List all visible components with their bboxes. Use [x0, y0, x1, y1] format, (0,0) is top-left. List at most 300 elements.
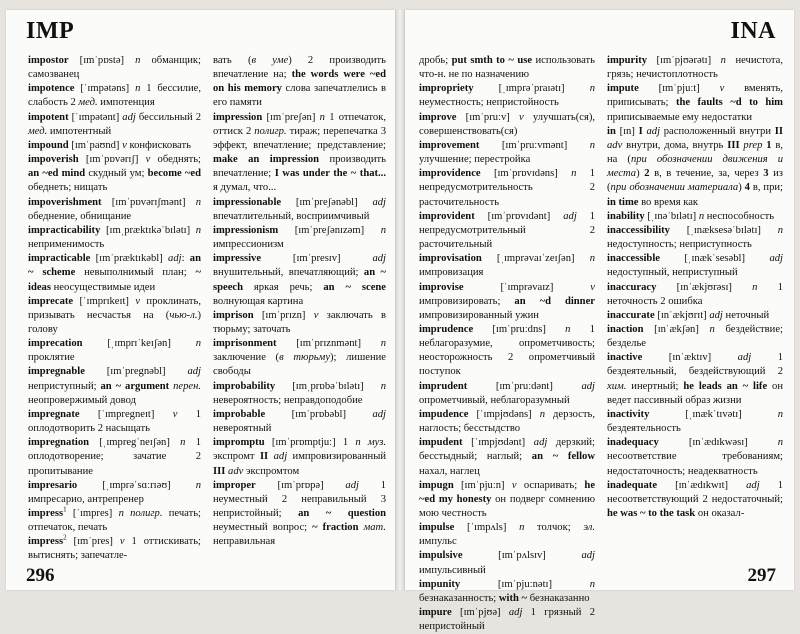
entry-text: [ɪmˈpreʃənɪzəm]	[278, 224, 381, 236]
headword: imprudent	[419, 380, 468, 392]
entry-text: 1 оттискивать; вытиснять; запечатле-	[28, 536, 201, 562]
right-column-2	[607, 54, 783, 554]
dictionary-entry	[213, 337, 386, 379]
entry-text: обеднеть; нищать	[28, 182, 108, 194]
entry-text: [ˈɪmpətəns]	[74, 83, 136, 95]
entry-text: [ˈɪmpətənt]	[68, 111, 123, 123]
entry-text: импровизированный ужин	[419, 309, 539, 321]
bold-phrase: III	[213, 465, 226, 477]
entry-text: я думал, что...	[213, 182, 277, 194]
entry-text: в, при;	[749, 182, 784, 194]
grammar-label: n	[565, 323, 571, 335]
entry-text: бездействие; безделье	[607, 323, 783, 350]
bold-phrase: he leads an ~ life	[683, 380, 768, 392]
bold-phrase: an ~ argument	[100, 380, 170, 392]
dictionary-entry	[213, 408, 386, 436]
bold-phrase: an ~d dinner	[514, 295, 595, 307]
left-column-2	[213, 54, 386, 554]
entry-text: [ɪmˈpjuːn]	[453, 479, 512, 491]
page-number-right: 297	[747, 565, 776, 586]
bold-phrase: 2	[644, 168, 650, 180]
entry-text: невероятный	[213, 423, 272, 435]
entry-text: впечатлительный, восприимчивый	[213, 210, 370, 222]
entry-text: 1 неуместный 2 неправильный 3 непристойный;	[213, 479, 386, 519]
grammar-label: n	[777, 437, 783, 449]
grammar-label: v	[313, 309, 319, 321]
dictionary-entry	[607, 210, 783, 224]
headword: inaccessibility	[607, 224, 670, 236]
dictionary-entry	[28, 139, 201, 153]
grammar-label: n	[195, 196, 201, 208]
entry-text: неточный	[722, 309, 770, 321]
headword: impregnation	[28, 437, 90, 449]
grammar-label: n	[720, 55, 726, 66]
entry-text: [ɪmˈpɒstə]	[68, 55, 136, 66]
headword: impudence	[419, 408, 469, 420]
entry-text: [ɪmˈpresɪv]	[261, 253, 373, 265]
grammar-label: в уме	[251, 55, 289, 66]
grammar-label: хим.	[607, 380, 627, 392]
entry-text: [ˈɪmpjʊdənt]	[462, 437, 534, 449]
bold-phrase: an ~ speech	[213, 267, 386, 293]
entry-text: 1 бездеятельный, бездействующий 2	[607, 352, 784, 378]
dictionary-entry	[607, 82, 783, 124]
grammar-label: n	[777, 408, 783, 420]
bold-phrase: make an impression	[213, 154, 320, 166]
entry-text: конфисковать	[126, 139, 191, 151]
headword: inadequacy	[607, 437, 659, 449]
dictionary-entry	[28, 224, 201, 252]
bold-phrase: in time	[607, 196, 639, 208]
dictionary-entry	[607, 252, 783, 280]
entry-text: [ɪmˈpruːdənt]	[467, 380, 582, 392]
grammar-label: n	[380, 380, 386, 392]
grammar-label: полигр.	[254, 125, 287, 137]
entry-text: невероятность; неправдоподобие	[213, 394, 363, 406]
grammar-label: v	[122, 139, 127, 151]
entry-text: дерзкий; бесстыдный; наглый;	[419, 437, 596, 463]
dictionary-entry	[607, 125, 783, 210]
grammar-label: n	[709, 323, 715, 335]
headword: impressionable	[213, 196, 282, 208]
entry-text: он оказал-	[695, 508, 745, 519]
entry-text: [ˈɪmpres]	[66, 508, 119, 519]
bold-phrase: an ~ scheme	[28, 253, 201, 279]
entry-text: производить впечатление;	[213, 154, 386, 180]
entry-text: обеднение, обнищание	[28, 210, 132, 222]
grammar-label: adj	[345, 479, 359, 491]
entry-text: )	[738, 182, 745, 194]
entry-text: импровизировать;	[419, 295, 515, 307]
entry-text: [ɪmˈpreʃənəbl]	[281, 196, 373, 208]
grammar-label: n	[319, 111, 325, 123]
entry-text: экспромт	[213, 451, 260, 463]
dictionary-entry	[419, 82, 595, 110]
grammar-label: v	[511, 479, 517, 491]
grammar-label: n	[380, 224, 386, 236]
dictionary-entry	[213, 380, 386, 408]
bold-phrase: 1	[766, 139, 772, 151]
headword: improvise	[419, 281, 464, 293]
entry-text: [ɪnˈækʃən]	[643, 323, 710, 335]
entry-text: импровизированный	[287, 451, 386, 463]
entry-text: [ˈɪmprəvaɪz]	[463, 281, 591, 293]
dictionary-entry	[607, 351, 783, 408]
headword: improbability	[213, 380, 276, 392]
dictionary-entry	[419, 210, 595, 252]
entry-text: [ɪmˈpræktɪkəbl]	[90, 253, 169, 265]
headword: impressionism	[213, 224, 279, 236]
grammar-label: v	[145, 154, 151, 166]
grammar-label: v	[519, 111, 524, 123]
entry-text: 1 бессилие, слабость 2	[28, 83, 201, 109]
headword: impropriety	[419, 83, 474, 95]
headword: imprecation	[28, 338, 83, 350]
grammar-label: v	[590, 281, 595, 293]
grammar-label: n	[589, 139, 595, 151]
entry-text: 1 неблагоразумие, опрометчивость; неосторожность 2 опрометчивый поступок	[419, 323, 595, 378]
entry-text: [ɪmˈpjuːt]	[638, 83, 720, 95]
left-page-columns	[28, 54, 387, 562]
bold-phrase: 4	[744, 182, 750, 194]
dictionary-entry	[28, 295, 201, 337]
grammar-label: adj	[646, 125, 661, 137]
headword: imprisonment	[213, 338, 277, 350]
entry-text: [ˌɪnækˈtɪvətɪ]	[649, 408, 778, 420]
headword: imprudence	[419, 323, 474, 335]
entry-text: заключать в тюрьму; заточать	[213, 309, 386, 335]
entry-text: неправильная	[213, 536, 276, 548]
entry-text: [ɪmˈpruːvmənt]	[479, 139, 590, 151]
bold-phrase: II	[774, 125, 784, 137]
entry-text: [ɪmˈprɒvɪdənt]	[474, 210, 564, 222]
grammar-label: мат.	[363, 522, 386, 534]
dictionary-entry	[213, 54, 386, 111]
dictionary-entry	[28, 153, 201, 195]
dictionary-entry	[419, 549, 595, 577]
bold-phrase: with ~	[498, 592, 528, 604]
entry-text: проклятие	[28, 352, 75, 364]
grammar-label: n	[571, 168, 577, 180]
headword: impound	[28, 139, 69, 151]
dictionary-entry	[28, 111, 201, 139]
grammar-label: мед.	[78, 97, 98, 109]
grammar-label: эл.	[583, 522, 595, 534]
entry-text: неспособность	[704, 210, 775, 222]
entry-text: неуместный вопрос;	[213, 522, 313, 534]
dictionary-entry	[607, 436, 783, 478]
bold-phrase: become ~ed	[147, 168, 201, 180]
headword: impunity	[419, 578, 461, 590]
grammar-label: v	[172, 408, 178, 420]
entry-text: слова запечатлелись в его памяти	[213, 83, 386, 109]
grammar-label: перен.	[173, 380, 201, 392]
entry-text: бездеятельность	[607, 423, 681, 435]
headword: impute	[607, 83, 639, 95]
entry-text: [ˌɪmpregˈneɪʃən]	[89, 437, 181, 449]
entry-text: 1 оплодотворить 2 насыщать	[28, 408, 201, 435]
entry-text: 1 неточность 2 ошибка	[607, 281, 783, 307]
bold-phrase: an ~ question	[298, 508, 387, 519]
bold-phrase: II	[259, 451, 269, 463]
entry-text: печать; отпечаток, печать	[28, 508, 201, 534]
bold-phrase: he was ~ to the task	[607, 508, 696, 519]
entry-text: оспаривать;	[516, 479, 585, 491]
grammar-label: n	[180, 437, 186, 449]
entry-text: [ˈɪmprɪkeɪt]	[73, 295, 136, 307]
grammar-label: v	[135, 295, 141, 307]
dictionary-entry	[607, 224, 783, 252]
entry-text: 1 непредусмотрительность 2 расточительность	[419, 168, 595, 208]
headword: impresario	[28, 479, 78, 491]
entry-text: [ɪmˈpres]	[66, 536, 120, 548]
grammar-label: n	[135, 55, 141, 66]
headword: inaccuracy	[607, 281, 657, 293]
grammar-label: n	[539, 408, 545, 420]
grammar-label: adj	[508, 607, 523, 619]
grammar-label: n	[698, 210, 705, 222]
entry-text: [ɪnˈædɪkwəsɪ]	[658, 437, 778, 449]
right-column-1	[419, 54, 596, 633]
entry-text: [ɪmˌpræktɪkəˈbɪlətɪ]	[100, 224, 196, 236]
headword: impostor	[28, 55, 69, 66]
dictionary-entry	[28, 196, 201, 224]
entry-text: недоступность; неприступность	[607, 239, 752, 251]
entry-text: бессильный 2	[135, 111, 201, 123]
dictionary-entry	[213, 436, 386, 478]
entry-text: скудный ум;	[85, 168, 148, 180]
dictionary-entry	[28, 365, 201, 407]
headword: impoverish	[28, 154, 79, 166]
entry-text: тираж; перепечатка 3 эффект, впечатление; представление;	[213, 125, 387, 151]
headword: impression	[213, 111, 263, 123]
entry-text: неопровержимый довод	[28, 394, 136, 406]
entry-text: неосуществимые идеи	[50, 281, 156, 293]
bold-phrase: I was under the ~ that...	[274, 168, 386, 180]
headword: impromptu	[213, 437, 265, 449]
grammar-label: n	[589, 578, 595, 590]
grammar-label: n полигр.	[118, 508, 163, 519]
bold-phrase: an ~ed mind	[28, 168, 86, 180]
entry-text: :	[181, 253, 190, 265]
entry-text: [ɪnˈækjʊrɪt]	[654, 309, 710, 321]
bold-phrase: an ~ scene	[323, 281, 386, 293]
grammar-label: чью-л.	[169, 309, 198, 321]
entry-text: недоступный, неприступный	[607, 267, 738, 279]
entry-text: вать (	[213, 55, 252, 66]
dictionary-entry	[213, 309, 386, 337]
dictionary-entry	[419, 281, 595, 323]
entry-text: [ɪmˈpregnəbl]	[84, 366, 188, 378]
headword: imprecate	[28, 295, 74, 307]
headword: impotence	[28, 83, 75, 95]
headword: impudent	[419, 437, 463, 449]
headword: impregnate	[28, 408, 80, 420]
bold-phrase: the faults ~d to him	[675, 97, 783, 109]
dictionary-entry	[607, 408, 783, 436]
entry-text: [ˌɪmprɪˈkeɪʃən]	[82, 338, 196, 350]
entry-text: [ɪmˈpjʊə]	[451, 607, 509, 619]
headword: impress	[28, 536, 64, 548]
bold-phrase: put smth to ~ use	[451, 55, 533, 66]
grammar-label: n	[589, 253, 595, 265]
entry-text: [ɪmˈprɪzn]	[253, 309, 314, 321]
dictionary-entry	[213, 111, 386, 196]
entry-text: невыполнимый план;	[75, 267, 196, 279]
entry-text: [ɪmˈpjuːnətɪ]	[460, 578, 590, 590]
headword: improvement	[419, 139, 480, 151]
entry-text: внутри, дома, внутрь	[622, 139, 728, 151]
dictionary-entry	[28, 337, 201, 365]
entry-text: [ɪmˈpruːdns]	[473, 323, 566, 335]
entry-text: импульсивный	[419, 564, 486, 576]
entry-text: [ɪmˈprɒmptjuː]	[264, 437, 343, 449]
entry-text: [ɪnˈæktɪv]	[642, 352, 738, 364]
dictionary-entry	[419, 54, 595, 82]
dictionary-entry	[28, 54, 201, 82]
entry-text: [ɪmˈpɒvərɪʃ]	[78, 154, 146, 166]
entry-text: безнаказанно	[527, 592, 590, 604]
grammar-label: adj	[581, 550, 595, 562]
entry-text: [ɪmˈprɒvɪdəns]	[480, 168, 572, 180]
headword: inactivity	[607, 408, 650, 420]
entry-text: расположенный внутри	[660, 125, 775, 137]
entry-text: импотенция	[97, 97, 155, 109]
entry-text: использовать что-н. не по назначению	[419, 55, 596, 81]
grammar-label: n	[195, 224, 201, 236]
grammar-label: adj	[746, 479, 760, 491]
dictionary-entry	[28, 479, 201, 507]
entry-text: ); лишение свободы	[213, 352, 387, 378]
entry-text: заключение (	[213, 352, 280, 364]
entry-text: дробь;	[419, 55, 452, 66]
entry-text: обеднять;	[150, 154, 201, 166]
headword: inability	[607, 210, 645, 222]
entry-text: приписываемые ему недостатки	[607, 111, 753, 123]
bold-phrase: III	[727, 139, 740, 151]
entry-text: [ɪmˈpjʊərətɪ]	[647, 55, 721, 66]
grammar-label: adj	[372, 253, 386, 265]
entry-text: он подверг сомнению мою честность	[419, 493, 595, 519]
entry-text: обманщик; самозванец	[28, 55, 201, 81]
headword: impracticable	[28, 253, 91, 265]
entry-text: импотентный	[47, 125, 112, 137]
entry-text: [ɪn]	[615, 125, 639, 137]
dictionary-entry	[419, 521, 595, 549]
entry-text: во время как	[638, 196, 699, 208]
bold-phrase: he ~ed my honesty	[419, 479, 596, 505]
entry-text: в, на (	[607, 139, 783, 166]
headword: inadequate	[607, 479, 658, 491]
entry-text: 1 оплодотворение; зачатие 2 пропитывание	[28, 437, 201, 477]
headword: impure	[419, 607, 452, 619]
entry-text: [ɪmˈprɒpə]	[255, 479, 346, 491]
entry-text: вменять, приписывать;	[607, 83, 783, 109]
guide-word-left: IMP	[26, 18, 75, 44]
headword: impressive	[213, 253, 262, 265]
entry-text: волнующая картина	[213, 295, 304, 307]
grammar-label: мед.	[28, 125, 48, 137]
entry-text: 1 несоответствующий 2 недостаточный;	[607, 479, 783, 505]
left-column-1	[28, 54, 202, 562]
dictionary-entry	[28, 408, 201, 436]
headword: inaccurate	[607, 309, 655, 321]
headword: inaccessible	[607, 253, 660, 265]
headword: improvisation	[419, 253, 482, 265]
entry-text: [ɪmˈpreʃən]	[262, 111, 320, 123]
grammar-label: n	[752, 281, 758, 293]
entry-text: импресарио, антрепренер	[28, 493, 144, 505]
headword: impotent	[28, 111, 69, 123]
headword: impurity	[607, 55, 648, 66]
grammar-label: при обозначении материала	[610, 182, 739, 194]
dictionary-entry	[419, 578, 595, 606]
entry-text: неприступный;	[28, 380, 101, 392]
dictionary-entry	[28, 252, 201, 294]
grammar-label: n	[195, 338, 201, 350]
entry-text: неуместность; непристойность	[419, 97, 559, 109]
entry-text: )	[636, 168, 645, 180]
bold-phrase: ~ ideas	[28, 267, 202, 293]
dictionary-entry	[607, 281, 783, 309]
headword: impugn	[419, 479, 454, 491]
grammar-label: adj	[168, 253, 182, 265]
headword: improvident	[419, 210, 475, 222]
grammar-label: n	[195, 479, 201, 491]
grammar-label: n	[135, 83, 141, 95]
entry-text: внушительный, впечатляющий;	[213, 267, 364, 279]
grammar-label: adv	[607, 139, 623, 151]
entry-text: неприменимость	[28, 239, 105, 251]
entry-text: нахал, наглец	[419, 465, 480, 477]
entry-text: [ˌɪmprəˈsɑːrɪəʊ]	[77, 479, 196, 491]
dictionary-entry	[607, 54, 783, 82]
grammar-label: adj	[563, 210, 577, 222]
dictionary-entry	[213, 479, 386, 550]
dictionary-entry	[419, 167, 595, 209]
entry-text: [ˌɪmprəvaɪˈzeɪʃən]	[481, 253, 590, 265]
dictionary-entry	[419, 408, 595, 436]
entry-text: [ˌɪnæksesəˈbɪlətɪ]	[669, 224, 778, 236]
entry-text: нечистота, грязь; нечистоплотность	[607, 55, 784, 81]
entry-text: [ɪmˈpʌlsɪv]	[462, 550, 582, 562]
dictionary-entry	[28, 82, 201, 110]
entry-text: импульс	[419, 536, 457, 548]
grammar-label: в тюрьму	[279, 352, 331, 364]
grammar-label: prep	[743, 139, 763, 151]
dictionary-entry	[213, 196, 386, 224]
dictionary-entry	[28, 436, 201, 478]
dictionary-entry	[419, 380, 595, 408]
dictionary-entry	[419, 139, 595, 167]
entry-text: из (	[607, 168, 783, 194]
headword: inaction	[607, 323, 644, 335]
grammar-label: adj	[372, 196, 386, 208]
entry-text: [ˈɪmpregneɪt]	[79, 408, 173, 420]
entry-text: импровизация	[419, 267, 484, 279]
grammar-label: n муз.	[355, 437, 386, 449]
entry-text: импрессионизм	[213, 239, 284, 251]
entry-text: безнаказанность;	[419, 592, 499, 604]
entry-text: опрометчивый, неблагоразумный	[419, 394, 570, 406]
homonym-index: 1	[63, 505, 67, 514]
headword: impress	[28, 508, 64, 519]
entry-text: инертный;	[626, 380, 684, 392]
entry-text: [ˌɪnəˈbɪlətɪ]	[644, 210, 699, 222]
dictionary-entry	[419, 606, 595, 634]
entry-text: [ɪnˈædɪkwɪt]	[657, 479, 747, 491]
dictionary-entry	[607, 309, 783, 323]
